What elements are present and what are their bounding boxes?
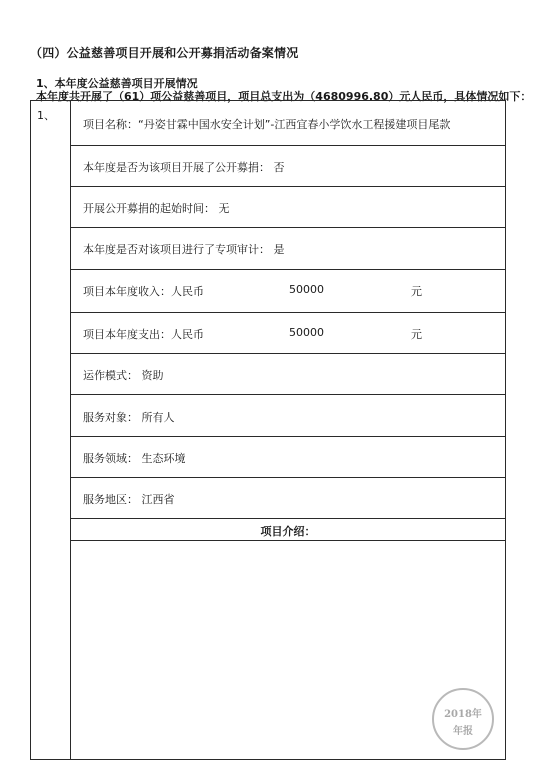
- item-number-column: [31, 101, 71, 759]
- stamp-year-text: 2018年: [444, 709, 482, 720]
- service-region-text: 服务地区： 江西省: [83, 493, 175, 506]
- row-public-fundraising: [71, 146, 505, 187]
- row-service-target: [71, 395, 505, 437]
- income-amount: 50000: [289, 283, 324, 296]
- expense-amount: 50000: [289, 326, 324, 339]
- project-table: [30, 100, 506, 760]
- row-operation-mode: [71, 354, 505, 395]
- row-intro-header: [71, 519, 505, 541]
- service-field-text: 服务领域： 生态环境: [83, 452, 186, 465]
- service-target-text: 服务对象： 所有人: [83, 411, 175, 424]
- row-special-audit: [71, 228, 505, 270]
- intro-label: 项目介绍：: [260, 525, 316, 538]
- project-name-text: 项目名称：“丹姿甘霖中国水安全计划”-江西宜春小学饮水工程援建项目尾款: [83, 118, 451, 131]
- expense-unit: 元: [411, 328, 422, 341]
- expense-label: 项目本年度支出：人民币: [83, 328, 204, 341]
- summary-line: 本年度共开展了（61）项公益慈善项目，项目总支出为（4680996.80）元人民币，具体情况如下：: [36, 90, 532, 103]
- public-fundraising-text: 本年度是否为该项目开展了公开募捐： 否: [83, 161, 285, 174]
- fundraising-start-text: 开展公开募捐的起始时间： 无: [83, 202, 230, 215]
- income-unit: 元: [411, 285, 422, 298]
- row-project-name: [71, 101, 505, 146]
- sub-title: 1、本年度公益慈善项目开展情况: [36, 77, 198, 90]
- row-service-region: [71, 478, 505, 519]
- section-title: （四）公益慈善项目开展和公开募捐活动备案情况: [30, 46, 299, 60]
- operation-mode-text: 运作模式： 资助: [83, 369, 164, 382]
- income-label: 项目本年度收入：人民币: [83, 285, 204, 298]
- stamp-report-text: 年报: [453, 726, 473, 737]
- row-service-field: [71, 437, 505, 478]
- annual-report-stamp: [432, 688, 494, 750]
- row-fundraising-start: [71, 187, 505, 228]
- item-number: 1、: [37, 109, 55, 122]
- row-expense: [71, 313, 505, 354]
- special-audit-text: 本年度是否对该项目进行了专项审计： 是: [83, 243, 285, 256]
- row-income: [71, 270, 505, 313]
